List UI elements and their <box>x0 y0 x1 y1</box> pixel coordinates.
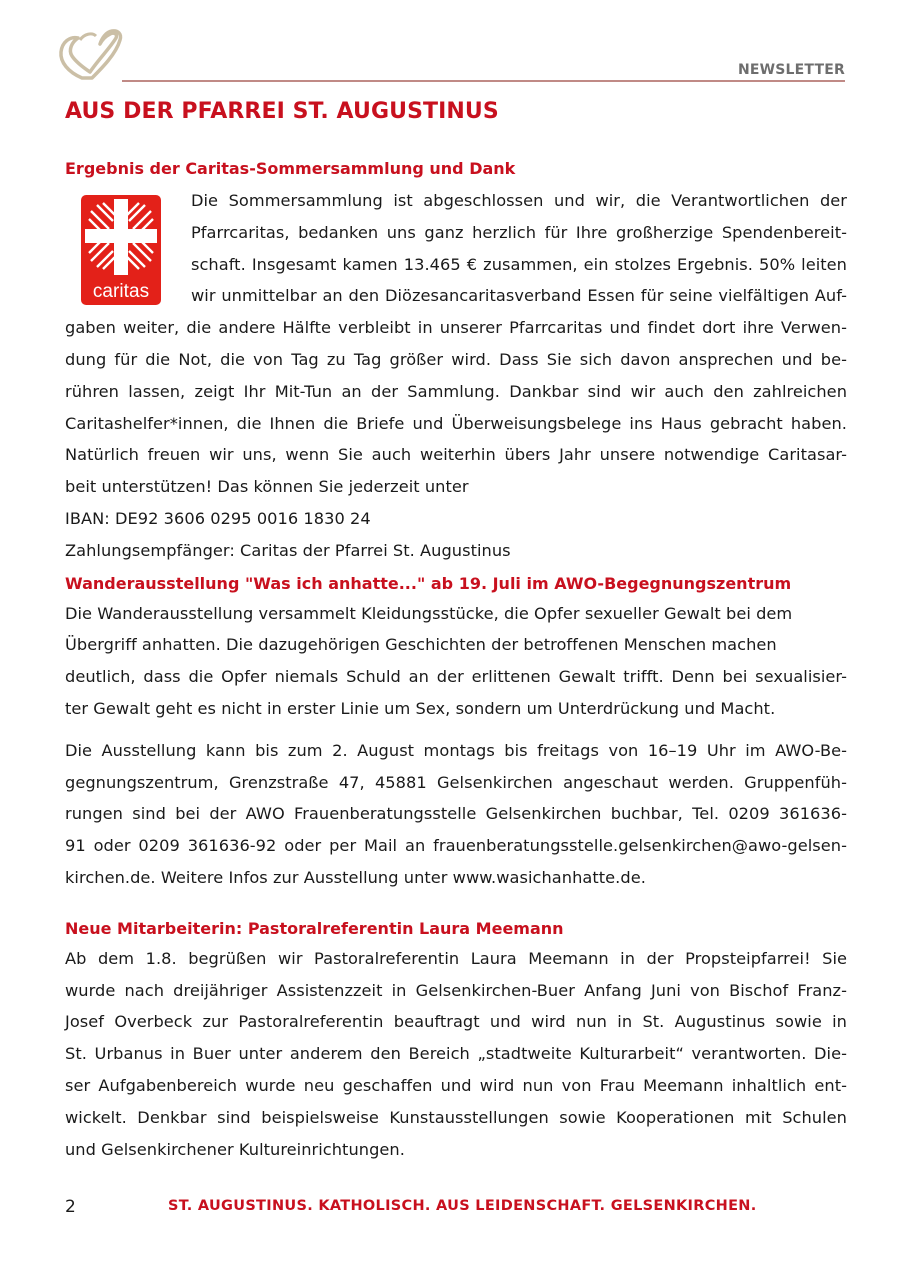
caritas-logo-icon <box>81 195 161 305</box>
payee: Zahlungsempfänger: Caritas der Pfarrei St. Augustinus <box>65 540 511 560</box>
article-content <box>65 157 847 1165</box>
text-line: Caritashelfer*innen, die Ihnen die Briefe und Überweisungsbelege ins Haus gebracht haben. <box>65 413 847 433</box>
newsletter-label: NEWSLETTER <box>737 62 845 78</box>
section-caritas <box>65 157 847 567</box>
text-line: Übergriff anhatten. Die dazugehörigen Geschichten der betroffenen Menschen machen <box>65 635 777 655</box>
text-line: Die Wanderausstellung versammelt Kleidungsstücke, die Opfer sexueller Gewalt bei dem <box>65 603 793 623</box>
text-line: 91 oder 0209 361636-92 oder per Mail an frauenberatungsstelle.gelsenkirchen@awo-gelsen- <box>65 836 847 856</box>
section-paragraph <box>65 598 847 725</box>
section-exhibition <box>65 572 847 894</box>
text-line: dung für die Not, die von Tag zu Tag größer wird. Dass Sie sich davon ansprechen und be- <box>65 349 847 369</box>
iban: IBAN: DE92 3606 0295 0016 1830 24 <box>65 508 371 528</box>
section-body <box>65 943 847 1166</box>
text-line: rühren lassen, zeigt Ihr Mit-Tun an der Sammlung. Dankbar sind wir auch den zahlreichen <box>65 381 847 401</box>
text-line: Josef Overbeck zur Pastoralreferentin beauftragt und wird nun in St. Augustinus sowie in <box>65 1012 847 1032</box>
section-heading: Wanderausstellung "Was ich anhatte..." ab 19. Juli im AWO-Begegnungszentrum <box>65 573 792 593</box>
text-line: St. Urbanus in Buer unter anderem den Bereich „stadtweite Kulturarbeit“ verantworten. Die- <box>65 1044 847 1064</box>
text-line: gegnungszentrum, Grenzstraße 47, 45881 Gelsenkirchen angeschaut werden. Gruppenfüh- <box>65 772 847 792</box>
section-paragraph <box>65 735 847 894</box>
footer-slogan: ST. AUGUSTINUS. KATHOLISCH. AUS LEIDENSCHAFT. GELSENKIRCHEN. <box>168 1198 757 1214</box>
text-line: gaben weiter, die andere Hälfte verbleibt in unserer Pfarrcaritas und findet dort ihre Verwen- <box>65 318 847 338</box>
section-heading: Neue Mitarbeiterin: Pastoralreferentin Laura Meemann <box>65 918 564 938</box>
text-line: schaft. Insgesamt kamen 13.465 € zusammen, ein stolzes Ergebnis. 50% leiten <box>191 254 847 274</box>
text-line: Pfarrcaritas, bedanken uns ganz herzlich für Ihre großherzige Spendenbereit- <box>191 222 847 242</box>
text-line: ser Aufgabenbereich wurde neu geschaffen und wird nun von Frau Meemann inhaltlich ent- <box>65 1075 847 1095</box>
text-line: Ab dem 1.8. begrüßen wir Pastoralreferentin Laura Meemann in der Propsteipfarrei! Sie <box>65 948 847 968</box>
caritas-logo-label: caritas <box>92 281 150 302</box>
text-line: rungen sind bei der AWO Frauenberatungsstelle Gelsenkirchen buchbar, Tel. 0209 361636- <box>65 804 847 824</box>
section-body <box>65 185 847 567</box>
section-heading: Ergebnis der Caritas-Sommersammlung und Dank <box>65 159 516 178</box>
text-line: wir unmittelbar an den Diözesancaritasverband Essen für seine vielfältigen Auf- <box>191 286 847 306</box>
text-line: wurde nach dreijähriger Assistenzzeit in Gelsenkirchen-Buer Anfang Juni von Bischof Franz- <box>65 980 847 1000</box>
section-new-staff <box>65 917 847 1166</box>
text-line: und Gelsenkirchener Kultureinrichtungen. <box>65 1139 405 1159</box>
text-line: Die Ausstellung kann bis zum 2. August montags bis freitags von 16–19 Uhr im AWO-Be- <box>65 740 847 760</box>
header-rule <box>122 80 845 82</box>
text-line: Die Sommersammlung ist abgeschlossen und wir, die Verantwortlichen der <box>191 191 847 210</box>
text-line: deutlich, dass die Opfer niemals Schuld an der erlittenen Gewalt trifft. Denn bei sexualisier- <box>65 667 847 687</box>
text-line: kirchen.de. Weitere Infos zur Ausstellung unter www.wasichanhatte.de. <box>65 867 646 887</box>
page-title: AUS DER PFARREI ST. AUGUSTINUS <box>65 99 499 124</box>
text-line: wickelt. Denkbar sind beispielsweise Kunstausstellungen sowie Kooperationen mit Schulen <box>65 1107 847 1127</box>
page-number: 2 <box>65 1197 76 1217</box>
text-line: Natürlich freuen wir uns, wenn Sie auch weiterhin übers Jahr unsere notwendige Caritasar- <box>65 445 847 465</box>
text-line: ter Gewalt geht es nicht in erster Linie um Sex, sondern um Unterdrückung und Macht. <box>65 698 776 718</box>
text-line: beit unterstützen! Das können Sie jederzeit unter <box>65 477 469 497</box>
heart-outline-icon <box>58 28 124 84</box>
